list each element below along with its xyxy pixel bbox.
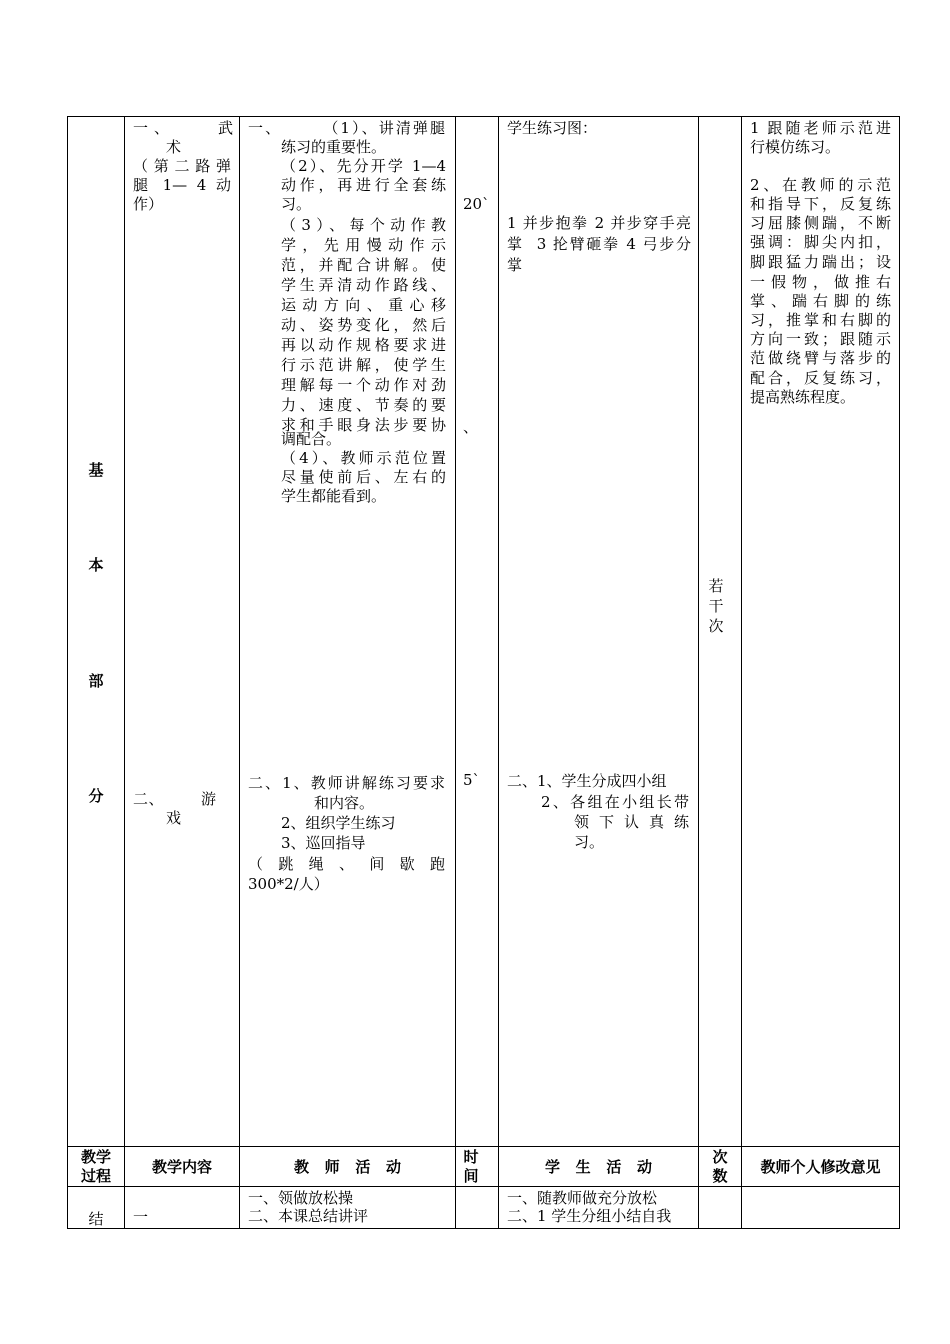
final-student-line: 一、随教师做充分放松 [507,1189,658,1207]
teacher-line: 300*2/人） [248,875,329,893]
final-label: 结 [88,1210,104,1228]
final-teacher-line: 二、本课总结讲评 [248,1207,369,1225]
col-border-6 [741,116,742,1229]
teacher-line: （3）、每个动作教 [281,216,446,234]
count-char: 干 [708,597,724,615]
time-mark: 、 [463,418,479,436]
notes-line: 强调：脚尖内扣， [750,233,891,251]
time-value: 5` [463,771,481,789]
section-label-char: 分 [88,787,104,805]
header-count: 数 [712,1167,728,1185]
content-line: （第二路弹 [133,157,231,175]
notes-line: 配合，反复练习， [750,369,891,387]
teacher-line: 学，先用慢动作示 [281,236,446,254]
student-line: 领下认真练 [574,813,689,831]
header-teacher: 教 师 活 动 [294,1158,401,1176]
section-label-char: 部 [88,672,104,690]
header-time: 间 [463,1167,479,1185]
teacher-line: 行示范讲解，使学生 [281,356,446,374]
student-line: 学生练习图： [507,119,598,137]
notes-line: 提高熟练程度。 [750,388,856,406]
teacher-line: 二、1、教师讲解练习要求 [248,774,445,792]
content-line: 一、 武 [133,119,233,137]
notes-line: 范做绕臂与落步的 [750,349,891,367]
teacher-line: 再以动作规格要求进 [281,336,446,354]
student-line: 掌 3 抡臂砸拳 4 弓步分 [507,235,691,253]
student-line: 二、1、学生分成四小组 [507,772,667,790]
teacher-line: 习。 [281,195,312,213]
teacher-line: 2、组织学生练习 [281,814,396,832]
teacher-line: 学生都能看到。 [281,487,387,505]
student-line: 掌 [507,256,523,274]
teacher-line: 学生弄清动作路线、 [281,276,446,294]
header-process: 教学 [80,1148,111,1166]
student-line: 2、各组在小组长带 [541,793,689,811]
count-char: 次 [708,617,724,635]
teacher-line: 调配合。 [281,430,342,448]
notes-line: 掌、踹右脚的练 [750,292,891,310]
teacher-line: 理解每一个动作对劲 [281,376,446,394]
table-bottom-border [67,1228,900,1229]
col-border-5 [698,116,699,1229]
header-content: 教学内容 [151,1158,212,1176]
header-time: 时 [463,1148,479,1166]
teacher-line: 3、巡回指导 [281,834,366,852]
teacher-line: 练习的重要性。 [281,138,387,156]
teacher-line: 尽量使前后、左右的 [281,468,446,486]
notes-line: 2、在教师的示范 [750,176,891,194]
header-top-border [67,1146,900,1147]
table-top-border [67,116,900,117]
content-line: 作） [133,195,164,213]
header-student: 学 生 活 动 [545,1158,652,1176]
content-line: 戏 [166,809,182,827]
teacher-line: 一、 （1）、讲清弹腿 [248,119,445,137]
teacher-line: 力、速度、节奏的要 [281,396,446,414]
notes-line: 脚跟猛力踹出；设 [750,253,891,271]
final-content: 一 [133,1208,149,1226]
header-count: 次 [712,1148,728,1166]
content-line: 二、 游 [133,790,216,808]
teacher-line: 范，并配合讲解。使 [281,256,446,274]
final-student-line: 二、1 学生分组小结自我 [507,1207,672,1225]
student-line: 1 并步抱拳 2 并步穿手亮 [507,214,691,232]
content-line: 腿 1— 4 动 [133,176,231,194]
section-label-char: 基 [88,461,104,479]
notes-line: 方向一致；跟随示 [750,330,891,348]
notes-line: 习屈膝侧踹，不断 [750,214,891,232]
teacher-line: 动作，再进行全套练 [281,176,446,194]
student-line: 习。 [574,833,605,851]
teacher-line: 运动方向、重心移 [281,296,446,314]
notes-line: 1 跟随老师示范进 [750,119,891,137]
count-char: 若 [708,577,724,595]
notes-line: 一假物，做推右 [750,273,891,291]
col-border-4 [498,116,499,1229]
teacher-line: （4）、教师示范位置 [281,449,446,467]
header-notes: 教师个人修改意见 [760,1158,881,1176]
teacher-line: （2）、先分开学 1—4 [281,157,446,175]
final-teacher-line: 一、领做放松操 [248,1189,354,1207]
teacher-line: （跳绳、间歇跑 [248,855,445,873]
content-line: 术 [166,138,182,156]
header-process: 过程 [80,1167,111,1185]
teacher-line: 和内容。 [314,794,375,812]
header-bottom-border [67,1186,900,1187]
teacher-line: 求和手眼身法步要协 [281,416,446,434]
notes-line: 行模仿练习。 [750,138,841,156]
notes-line: 和指导下，反复练 [750,195,891,213]
col-border-7 [899,116,900,1229]
section-label-char: 本 [88,556,104,574]
col-border-3 [455,116,456,1229]
teacher-line: 动、姿势变化，然后 [281,316,446,334]
col-border-1 [124,116,125,1229]
col-border-2 [239,116,240,1229]
time-value: 20` [463,195,490,213]
notes-line: 习，推掌和右脚的 [750,311,891,329]
